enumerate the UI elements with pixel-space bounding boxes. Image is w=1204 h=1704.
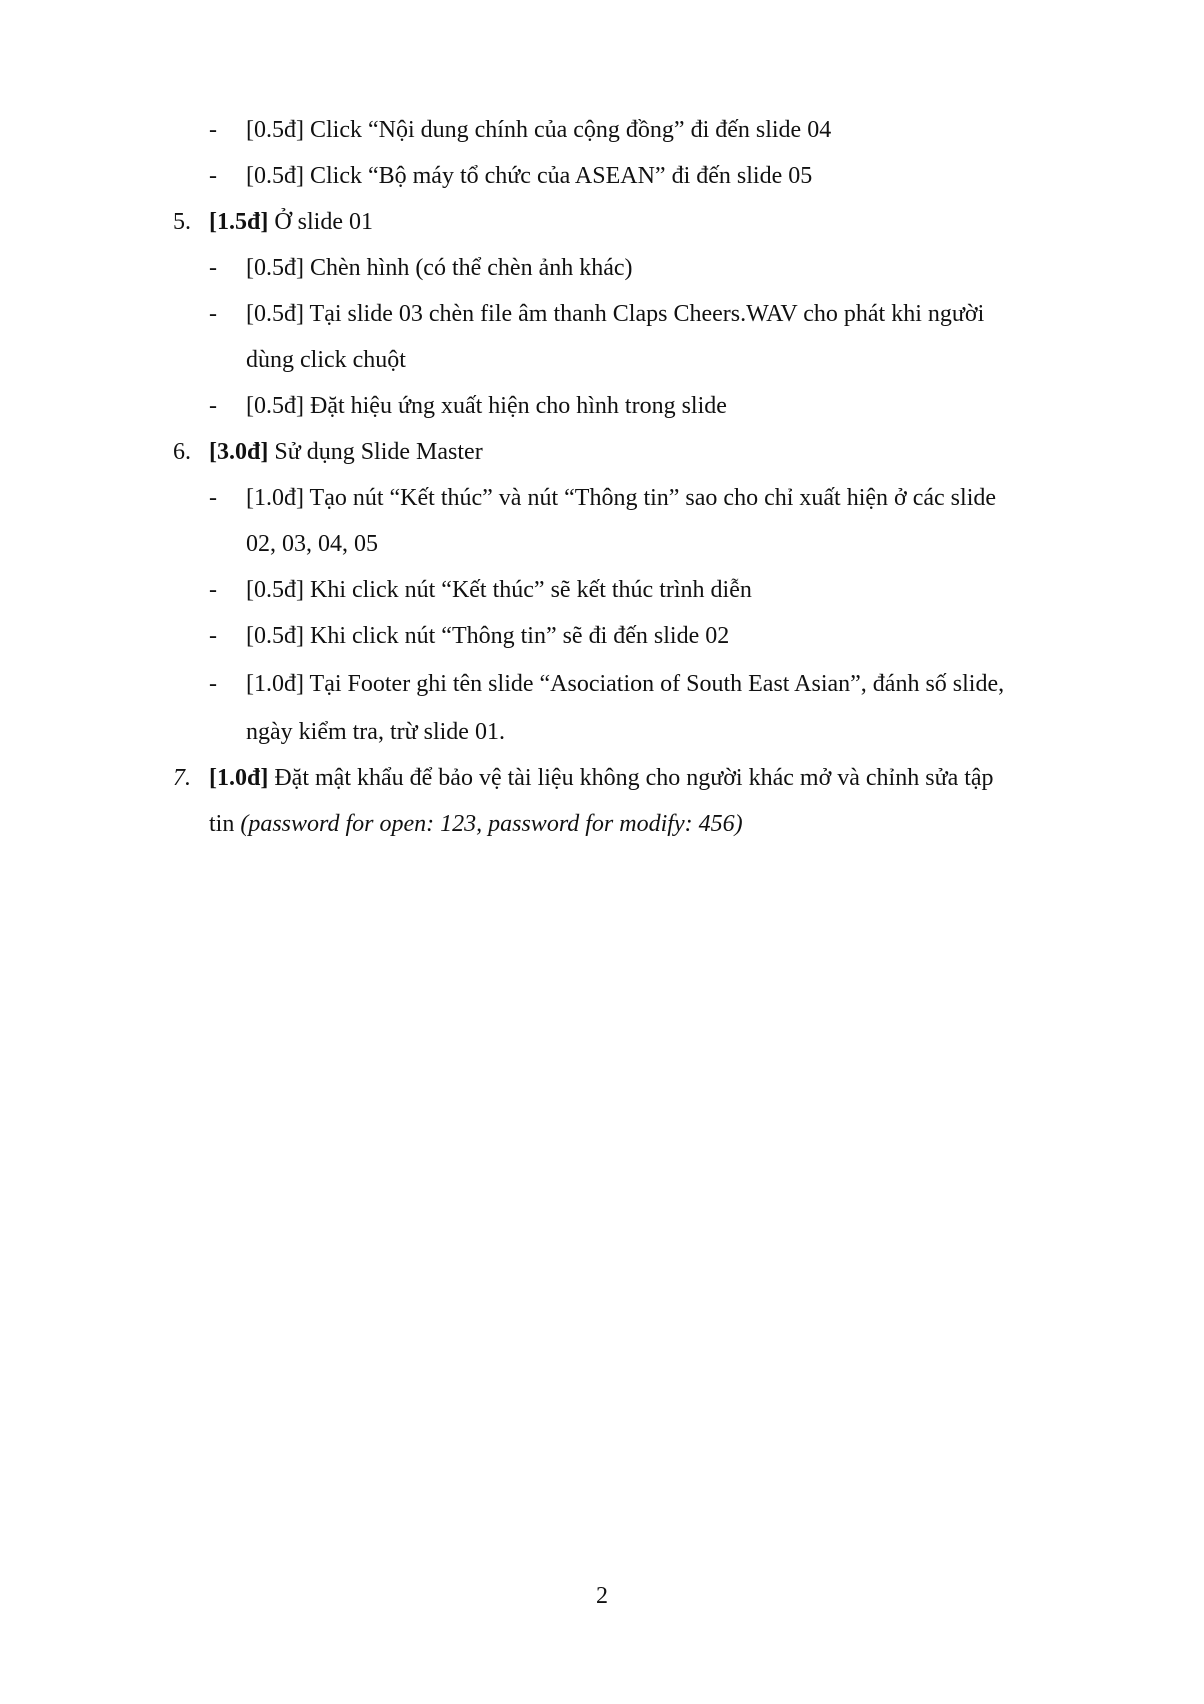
continuation-plain: tin bbox=[209, 811, 241, 837]
bullet-dash: - bbox=[209, 163, 217, 189]
bullet-text: [0.5đ] Đặt hiệu ứng xuất hiện cho hình trong slide bbox=[246, 393, 727, 419]
item-score: [3.0đ] bbox=[209, 439, 269, 465]
bullet-dash: - bbox=[209, 117, 217, 143]
item-text bbox=[209, 206, 373, 238]
bullet-text: [0.5đ] Tại slide 03 chèn file âm thanh Claps Cheers.WAV cho phát khi người bbox=[246, 301, 985, 327]
item-number: 6. bbox=[173, 439, 191, 465]
bullet-text: [0.5đ] Khi click nút “Kết thúc” sẽ kết thúc trình diễn bbox=[246, 577, 752, 603]
item-continuation-text bbox=[209, 808, 743, 840]
item-text bbox=[209, 436, 483, 468]
item-description: Ở slide 01 bbox=[268, 209, 374, 235]
bullet-dash: - bbox=[209, 255, 217, 281]
bullet-continuation-text: 02, 03, 04, 05 bbox=[246, 531, 378, 557]
bullet-text: [0.5đ] Click “Bộ máy tổ chức của ASEAN” đi đến slide 05 bbox=[246, 163, 813, 189]
bullet-text: [0.5đ] Click “Nội dung chính của cộng đồng” đi đến slide 04 bbox=[246, 117, 832, 143]
item-number: 7. bbox=[173, 765, 191, 791]
item-score: [1.0đ] bbox=[209, 765, 269, 791]
bullet-continuation-text: dùng click chuột bbox=[246, 347, 406, 373]
item-description: Sử dụng Slide Master bbox=[268, 439, 483, 465]
bullet-dash: - bbox=[209, 301, 217, 327]
bullet-text: [0.5đ] Khi click nút “Thông tin” sẽ đi đến slide 02 bbox=[246, 623, 730, 649]
password-note: (password for open: 123, password for modify: 456) bbox=[240, 811, 743, 837]
bullet-continuation-text: ngày kiểm tra, trừ slide 01. bbox=[246, 719, 505, 745]
item-text bbox=[209, 762, 994, 794]
item-score: [1.5đ] bbox=[209, 209, 269, 235]
bullet-dash: - bbox=[209, 671, 217, 697]
bullet-text: [1.0đ] Tạo nút “Kết thúc” và nút “Thông tin” sao cho chỉ xuất hiện ở các slide bbox=[246, 485, 997, 511]
page-number: 2 bbox=[596, 1583, 608, 1609]
item-description: Đặt mật khẩu để bảo vệ tài liệu không cho người khác mở và chỉnh sửa tập bbox=[268, 765, 994, 791]
bullet-text: [1.0đ] Tại Footer ghi tên slide “Asociation of South East Asian”, đánh số slide, bbox=[246, 671, 1005, 697]
bullet-text: [0.5đ] Chèn hình (có thể chèn ảnh khác) bbox=[246, 255, 633, 281]
bullet-dash: - bbox=[209, 393, 217, 419]
item-number: 5. bbox=[173, 209, 191, 235]
bullet-dash: - bbox=[209, 485, 217, 511]
bullet-dash: - bbox=[209, 623, 217, 649]
bullet-dash: - bbox=[209, 577, 217, 603]
